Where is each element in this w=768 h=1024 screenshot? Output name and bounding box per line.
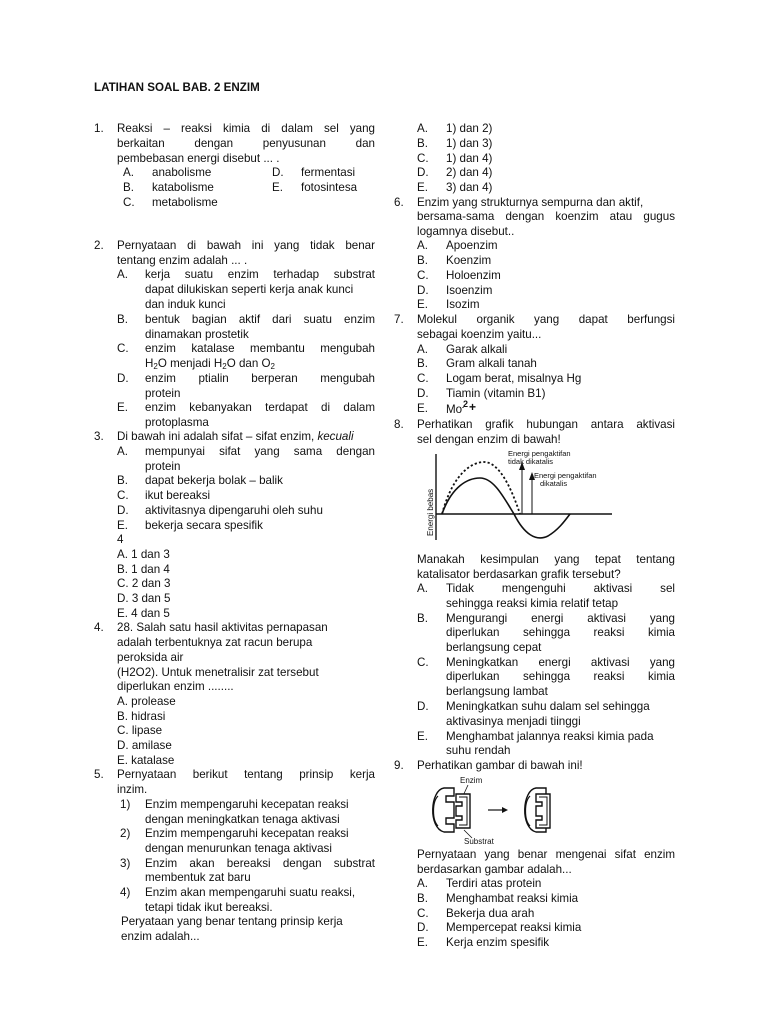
- q3-option-letter: E.: [117, 519, 128, 532]
- q5-statement-line: dengan meningkatkan tenaga aktivasi: [145, 813, 340, 826]
- q8-stem-line: Perhatikan grafik hubungan antara aktivasi: [417, 418, 675, 431]
- q4-line: adalah terbentuknya zat racun berupa: [117, 636, 313, 649]
- figure-label-enzim: Enzim: [460, 776, 483, 785]
- q7-option-d[interactable]: Tiamin (vitamin B1): [446, 387, 546, 400]
- q2-option-letter: C.: [117, 342, 129, 355]
- q1-option-letter: A.: [123, 166, 134, 179]
- q9-option-letter: E.: [417, 936, 428, 949]
- q1-option-a[interactable]: anabolisme: [152, 166, 212, 179]
- q1-option-letter: C.: [123, 196, 135, 209]
- q4-option[interactable]: D. amilase: [117, 739, 172, 752]
- q4-option[interactable]: A. prolease: [117, 695, 176, 708]
- q7-option-a[interactable]: Garak alkali: [446, 343, 508, 356]
- q5-option-letter: C.: [417, 152, 429, 165]
- q9-option-letter: B.: [417, 892, 428, 905]
- q7-option-letter: C.: [417, 372, 429, 385]
- q3-extra-option[interactable]: B. 1 dan 4: [117, 563, 170, 576]
- q8-option-b-line[interactable]: Mengurangi energi aktivasi yang: [446, 612, 675, 625]
- q9-question-line: Pernyataan yang benar mengenai sifat enzim: [417, 848, 675, 861]
- q8-option-letter: C.: [417, 656, 429, 669]
- q2-option-a-line[interactable]: kerja suatu enzim terhadap substrat: [145, 268, 375, 281]
- q1-option-c[interactable]: metabolisme: [152, 196, 218, 209]
- q6-stem-line: bersama-sama dengan koenzim atau gugus: [417, 210, 675, 223]
- q5-option-letter: E.: [417, 181, 428, 194]
- q5-option-letter: A.: [417, 122, 428, 135]
- q4-option[interactable]: E. katalase: [117, 754, 175, 767]
- q5-statement-line: dengan menurunkan tenaga aktivasi: [145, 842, 332, 855]
- q5-statement-line: tetapi tidak ikut bereaksi.: [145, 901, 273, 914]
- q3-option-a-line[interactable]: protein: [145, 460, 181, 473]
- q2-option-d-line[interactable]: enzim ptialin berperan mengubah: [145, 372, 375, 385]
- q5-statement-number: 3): [120, 857, 131, 870]
- q3-option-a-line[interactable]: mempunyai sifat yang sama dengan: [145, 445, 375, 458]
- q2-number: 2.: [94, 239, 104, 252]
- q5-statement-line: Enzim akan bereaksi dengan substrat: [145, 857, 375, 870]
- q8-option-b-line[interactable]: diperlukan sehingga reaksi kimia: [446, 626, 675, 639]
- q7-option-c[interactable]: Logam berat, misalnya Hg: [446, 372, 582, 385]
- q8-number: 8.: [394, 418, 404, 431]
- graph-label-right: dikatalis: [540, 479, 568, 488]
- q3-option-d[interactable]: aktivitasnya dipengaruhi oleh suhu: [145, 504, 323, 517]
- q7-option-letter: D.: [417, 387, 429, 400]
- q8-option-a-line[interactable]: sehingga reaksi kimia relatif tetap: [446, 597, 619, 610]
- q5-stem-line: inzim.: [117, 783, 148, 796]
- q2-stem-line: Pernyataan di bawah ini yang tidak benar: [117, 239, 375, 252]
- q2-option-b-line[interactable]: bentuk bagian aktif dari suatu enzim: [145, 313, 375, 326]
- q6-stem-line: Enzim yang strukturnya sempurna dan aktif,: [417, 196, 644, 209]
- q1-stem-line: pembebasan energi disebut ... .: [117, 152, 280, 165]
- q3-option-letter: B.: [117, 474, 128, 487]
- q6-option-letter: C.: [417, 269, 429, 282]
- q3-stem: Di bawah ini adalah sifat – sifat enzim, kecuali: [117, 430, 354, 443]
- q5-number: 5.: [94, 768, 104, 781]
- q8-option-c-line[interactable]: diperlukan sehingga reaksi kimia: [446, 670, 675, 683]
- q8-option-d-line[interactable]: aktivasinya menjadi tiinggi: [446, 715, 581, 728]
- q2-option-letter: E.: [117, 401, 128, 414]
- q9-option-d[interactable]: Mempercepat reaksi kimia: [446, 921, 582, 934]
- q2-option-b-line[interactable]: dinamakan prostetik: [145, 328, 249, 341]
- substrate-shape: [456, 794, 470, 828]
- q4-line: peroksida air: [117, 651, 184, 664]
- q5-closing-line: Peryataan yang benar tentang prinsip kerja: [121, 915, 343, 928]
- q7-option-b[interactable]: Gram alkali tanah: [446, 357, 537, 370]
- q6-stem-line: logamnya disebut..: [417, 225, 515, 238]
- q6-option-d[interactable]: Isoenzim: [446, 284, 493, 297]
- q2-option-c-line[interactable]: enzim katalase membantu mengubah: [145, 342, 375, 355]
- figure-label-substrat: Substrat: [464, 837, 494, 844]
- substrate-bound-shape: [536, 794, 550, 828]
- activation-energy-graph: [424, 448, 614, 548]
- q7-option-letter: A.: [417, 343, 428, 356]
- q6-option-letter: B.: [417, 254, 428, 267]
- q5-closing-line: enzim adalah...: [121, 930, 200, 943]
- q5-statement-line: Enzim akan mempengaruhi suatu reaksi,: [145, 886, 356, 899]
- q5-statement-line: Enzim mempengaruhi kecepatan reaksi: [145, 798, 349, 811]
- q1-stem-line: Reaksi – reaksi kimia di dalam sel yang: [117, 122, 375, 135]
- q5-option-b[interactable]: 1) dan 3): [446, 137, 493, 150]
- q3-extra-option[interactable]: E. 4 dan 5: [117, 607, 170, 620]
- q8-option-d-line[interactable]: Meningkatkan suhu dalam sel sehingga: [446, 700, 650, 713]
- q7-stem-line: Molekul organik yang dapat berfungsi: [417, 313, 675, 326]
- q5-option-e[interactable]: 3) dan 4): [446, 181, 493, 194]
- q8-option-e-line[interactable]: suhu rendah: [446, 744, 511, 757]
- q5-statement-number: 1): [120, 798, 131, 811]
- enzyme-substrate-figure: [424, 774, 574, 844]
- q3-extra-option[interactable]: D. 3 dan 5: [117, 592, 171, 605]
- q8-stem-line: sel dengan enzim di bawah!: [417, 433, 561, 446]
- q2-option-a-line[interactable]: dan induk kunci: [145, 298, 226, 311]
- q9-number: 9.: [394, 759, 404, 772]
- q1-option-d[interactable]: fermentasi: [301, 166, 356, 179]
- q9-option-letter: D.: [417, 921, 429, 934]
- q3-extra-option[interactable]: C. 2 dan 3: [117, 577, 171, 590]
- q8-option-b-line[interactable]: berlangsung cepat: [446, 641, 542, 654]
- q2-option-a-line[interactable]: dapat dilukiskan seperti kerja anak kunci: [145, 283, 354, 296]
- q6-option-a[interactable]: Apoenzim: [446, 239, 498, 252]
- q8-option-letter: E.: [417, 730, 428, 743]
- q8-option-c-line[interactable]: berlangsung lambat: [446, 685, 548, 698]
- q8-question-line: katalisator berdasarkan grafik tersebut?: [417, 568, 621, 581]
- q8-question-line: Manakah kesimpulan yang tepat tentang: [417, 553, 675, 566]
- enzyme-shape: [433, 788, 454, 832]
- q2-option-letter: A.: [117, 268, 128, 281]
- q4-line: diperlukan enzim ........: [117, 680, 234, 693]
- q5-option-c[interactable]: 1) dan 4): [446, 152, 493, 165]
- q6-option-e[interactable]: Isozim: [446, 298, 480, 311]
- q9-option-b[interactable]: Menghambat reaksi kimia: [446, 892, 579, 905]
- q1-stem-line: berkaitan dengan penyusunan dan: [117, 137, 375, 150]
- q4-option[interactable]: B. hidrasi: [117, 710, 166, 723]
- q8-option-e-line[interactable]: Menghambat jalannya reaksi kimia pada: [446, 730, 654, 743]
- q7-option-e[interactable]: Mo 2 +: [446, 402, 480, 418]
- q9-stem-line: Perhatikan gambar di bawah ini!: [417, 759, 583, 772]
- graph-label-top: Energi pengaktifan: [508, 449, 571, 458]
- q3-option-letter: A.: [117, 445, 128, 458]
- q7-number: 7.: [394, 313, 404, 326]
- q8-option-a-line[interactable]: Tidak mengenguhi aktivasi sel: [446, 582, 675, 595]
- q5-stem-line: Pernyataan berikut tentang prinsip kerja: [117, 768, 375, 781]
- q4-number: 4.: [94, 621, 104, 634]
- q4-line: (H2O2). Untuk menetralisir zat tersebut: [117, 666, 319, 679]
- q7-option-letter: B.: [417, 357, 428, 370]
- q1-option-letter: E.: [272, 181, 283, 194]
- q2-option-e-line[interactable]: protoplasma: [145, 416, 209, 429]
- q3-option-letter: D.: [117, 504, 129, 517]
- q3-option-letter: C.: [117, 489, 129, 502]
- q9-option-letter: C.: [417, 907, 429, 920]
- q4-option[interactable]: C. lipase: [117, 724, 163, 737]
- q1-option-letter: B.: [123, 181, 134, 194]
- q6-option-letter: D.: [417, 284, 429, 297]
- q5-statement-line: Enzim mempengaruhi kecepatan reaksi: [145, 827, 349, 840]
- q6-option-letter: E.: [417, 298, 428, 311]
- charge-2plus-icon: [462, 399, 480, 414]
- q3-extra-line: 4: [117, 533, 124, 546]
- q3-option-e[interactable]: bekerja secara spesifik: [145, 519, 263, 532]
- q1-option-letter: D.: [272, 166, 284, 179]
- q7-stem-line: sebagai koenzim yaitu...: [417, 328, 542, 341]
- graph-label-right: Energi pengaktifan: [534, 471, 597, 480]
- q8-option-letter: B.: [417, 612, 428, 625]
- svg-text:+: +: [469, 400, 477, 413]
- q4-line: 28. Salah satu hasil aktivitas pernapasan: [117, 621, 328, 634]
- q3-option-b[interactable]: dapat bekerja bolak – balik: [145, 474, 283, 487]
- q2-option-c-line[interactable]: $H_2O$ menjadi $H_2O$ dan $O_2$: [145, 357, 275, 371]
- q5-option-letter: B.: [417, 137, 428, 150]
- q9-question-line: berdasarkan gambar adalah...: [417, 863, 572, 876]
- q5-statement-number: 4): [120, 886, 131, 899]
- q5-option-d[interactable]: 2) dan 4): [446, 166, 493, 179]
- q5-statement-line: membentuk zat baru: [145, 871, 251, 884]
- q8-option-letter: A.: [417, 582, 428, 595]
- q5-option-a[interactable]: 1) dan 2): [446, 122, 493, 135]
- arrow-head: [502, 807, 508, 813]
- q2-stem-line: tentang enzim adalah ... .: [117, 254, 248, 267]
- graph-ylabel: Energi bebas: [426, 488, 435, 536]
- q2-option-letter: B.: [117, 313, 128, 326]
- q8-option-letter: D.: [417, 700, 429, 713]
- graph-label-top: tidak dikatalis: [508, 457, 554, 466]
- q6-number: 6.: [394, 196, 404, 209]
- svg-text:2: 2: [463, 399, 469, 409]
- q6-option-b[interactable]: Koenzim: [446, 254, 492, 267]
- q2-option-e-line[interactable]: enzim kebanyakan terdapat di dalam: [145, 401, 375, 414]
- q2-option-letter: D.: [117, 372, 129, 385]
- q1-option-b[interactable]: katabolisme: [152, 181, 214, 194]
- q3-number: 3.: [94, 430, 104, 443]
- q9-option-letter: A.: [417, 877, 428, 890]
- q7-option-letter: E.: [417, 402, 428, 415]
- q3-option-c[interactable]: ikut bereaksi: [145, 489, 211, 502]
- q9-option-e[interactable]: Kerja enzim spesifik: [446, 936, 550, 949]
- q5-option-letter: D.: [417, 166, 429, 179]
- q8-option-c-line[interactable]: Meningkatkan energi aktivasi yang: [446, 656, 675, 669]
- q3-extra-option[interactable]: A. 1 dan 3: [117, 548, 170, 561]
- q1-number: 1.: [94, 122, 104, 135]
- page-title: LATIHAN SOAL BAB. 2 ENZIM: [94, 81, 260, 94]
- q6-option-letter: A.: [417, 239, 428, 252]
- q6-option-c[interactable]: Holoenzim: [446, 269, 501, 282]
- q9-option-a[interactable]: Terdiri atas protein: [446, 877, 542, 890]
- q9-option-c[interactable]: Bekerja dua arah: [446, 907, 535, 920]
- q2-option-d-line[interactable]: protein: [145, 387, 181, 400]
- q1-option-e[interactable]: fotosintesa: [301, 181, 358, 194]
- q5-statement-number: 2): [120, 827, 131, 840]
